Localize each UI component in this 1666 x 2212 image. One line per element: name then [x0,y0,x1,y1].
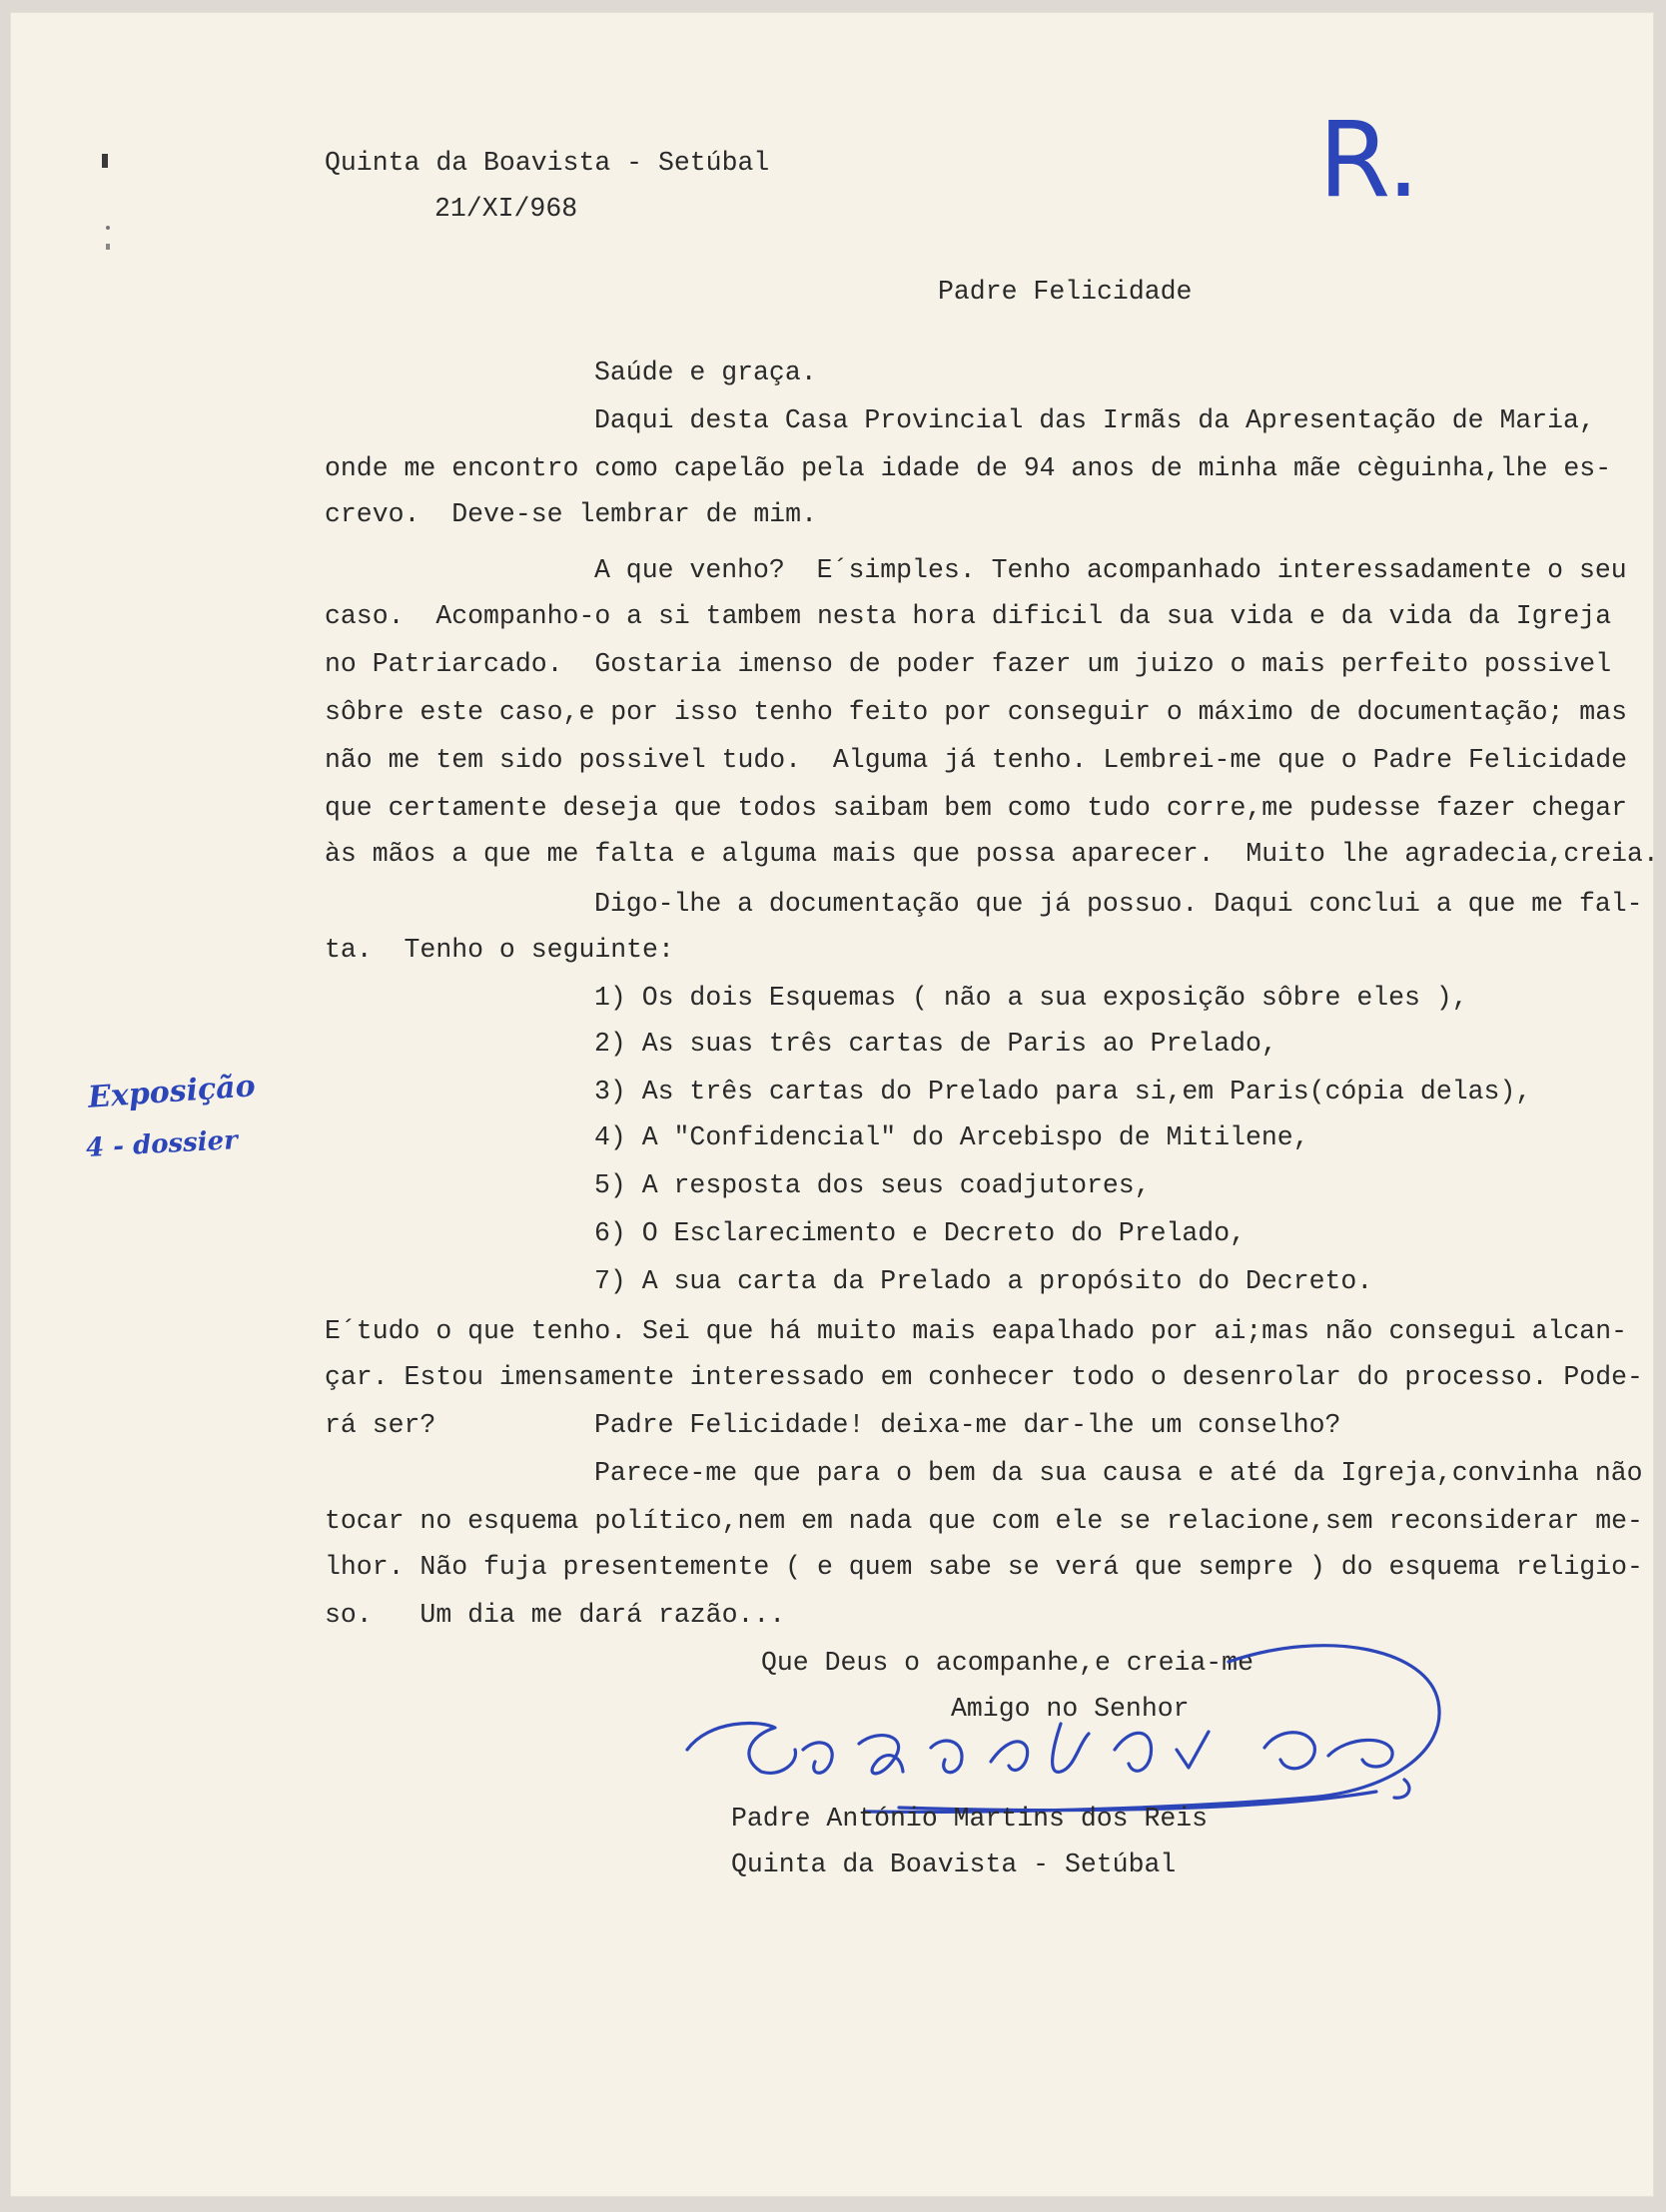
staple-mark [106,244,110,250]
body-line: sôbre este caso,e por isso tenho feito por conseguir o máximo de documentação; mas [325,697,1628,727]
top-mark-r: R. [1318,99,1420,221]
header-date: 21/XI/968 [434,194,578,224]
list-item: 5) A resposta dos seus coadjutores, [594,1170,1151,1200]
body-line: lhor. Não fuja presentemente ( e quem sabe se verá que sempre ) do esquema religio- [325,1552,1643,1582]
list-item: 2) As suas três cartas de Paris ao Prelado, [594,1029,1277,1059]
body-line: às mãos a que me falta e alguma mais que possa aparecer. Muito lhe agradecia,creia. [325,839,1659,869]
signature-name: Padre António Martins dos Reis [731,1804,1209,1834]
body-line: onde me encontro como capelão pela idade de 94 anos de minha mãe cèguinha,lhe es- [325,453,1612,483]
letter-page [10,12,1659,2197]
signature-place: Quinta da Boavista - Setúbal [731,1849,1177,1879]
staple-mark [102,154,108,168]
body-line: Parece-me que para o bem da sua causa e até da Igreja,convinha não [594,1458,1643,1488]
list-item: 1) Os dois Esquemas ( não a sua exposição sôbre eles ), [594,983,1468,1013]
margin-note-2: 4 - dossier [85,1125,239,1163]
staple-mark [106,226,110,230]
body-line: çar. Estou imensamente interessado em conhecer todo o desenrolar do processo. Pode- [325,1362,1643,1392]
body-line: so. Um dia me dará razão... [325,1600,786,1630]
closing-2: Amigo no Senhor [951,1694,1190,1724]
recipient: Padre Felicidade [938,277,1193,307]
list-item: 6) O Esclarecimento e Decreto do Prelado, [594,1218,1247,1248]
body-line: Daqui desta Casa Provincial das Irmãs da Apresentação de Maria, [594,405,1595,435]
body-line: que certamente deseja que todos saibam bem como tudo corre,me pudesse fazer chegar [325,793,1628,823]
body-line: não me tem sido possivel tudo. Alguma já tenho. Lembrei-me que o Padre Felicidade [325,745,1628,775]
body-line: A que venho? E´simples. Tenho acompanhado interessadamente o seu [594,555,1627,585]
body-line: rá ser? [325,1410,436,1440]
body-line: E´tudo o que tenho. Sei que há muito mais eapalhado por ai;mas não consegui alcan- [325,1316,1628,1346]
body-line: Digo-lhe a documentação que já possuo. Daqui conclui a que me fal- [594,889,1643,919]
body-line: no Patriarcado. Gostaria imenso de poder fazer um juizo o mais perfeito possivel [325,649,1612,679]
body-line: ta. Tenho o seguinte: [325,935,674,965]
body-line: Padre Felicidade! deixa-me dar-lhe um conselho? [594,1410,1341,1440]
list-item: 4) A "Confidencial" do Arcebispo de Mitilene, [594,1122,1309,1152]
margin-note-1: Exposição [86,1069,257,1115]
list-item: 3) As três cartas do Prelado para si,em Paris(cópia delas), [594,1077,1532,1106]
greeting: Saúde e graça. [594,358,817,387]
header-place: Quinta da Boavista - Setúbal [325,148,770,178]
body-line: crevo. Deve-se lembrar de mim. [325,499,817,529]
body-line: caso. Acompanho-o a si tambem nesta hora dificil da sua vida e da vida da Igreja [325,601,1612,631]
list-item: 7) A sua carta da Prelado a propósito do Decreto. [594,1266,1373,1296]
closing: Que Deus o acompanhe,e creia-me [761,1648,1253,1678]
body-line: tocar no esquema político,nem em nada que com ele se relacione,sem reconsiderar me- [325,1506,1643,1536]
